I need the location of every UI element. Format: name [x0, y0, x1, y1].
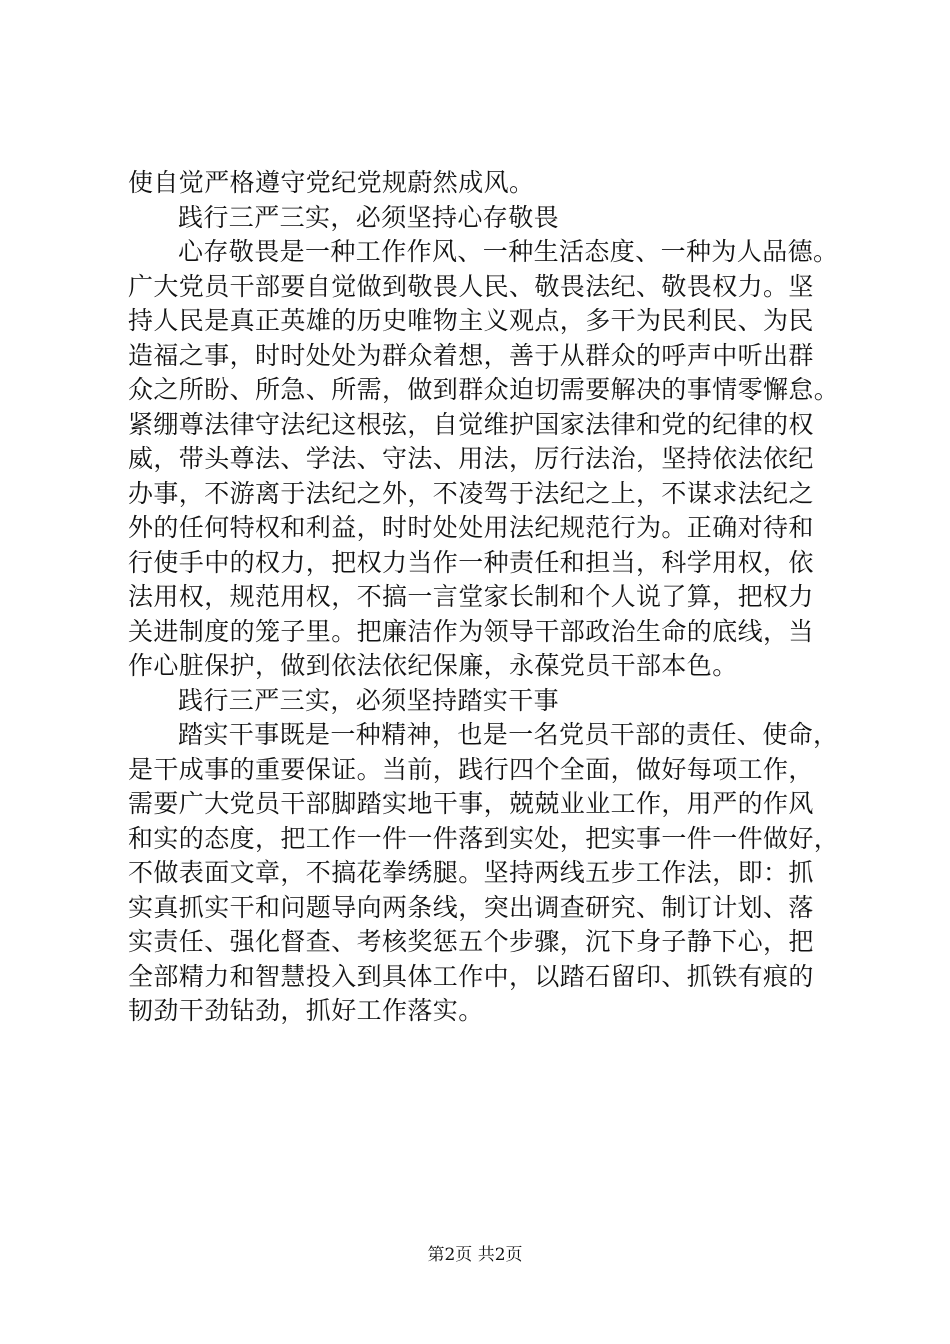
text-line: 和实的态度，把工作一件一件落到实处，把实事一件一件做好， — [128, 823, 840, 853]
text-line: 需要广大党员干部脚踏实地干事，兢兢业业工作，用严的作风 — [128, 789, 814, 818]
section-heading: 践行三严三实，必须坚持心存敬畏 — [178, 202, 560, 232]
text-line: 作心脏保护，做到依法依纪保廉，永葆党员干部本色。 — [128, 651, 738, 680]
section-heading: 践行三严三实，必须坚持踏实干事 — [178, 685, 560, 715]
text-line: 广大党员干部要自觉做到敬畏人民、敬畏法纪、敬畏权力。坚 — [128, 271, 814, 301]
text-line: 关进制度的笼子里。把廉洁作为领导干部政治生命的底线，当 — [128, 616, 814, 646]
text-line: 心存敬畏是一种工作作风、一种生活态度、一种为人品德。 — [178, 237, 839, 266]
text-line: 紧绷尊法律守法纪这根弦，自觉维护国家法律和党的纪律的权 — [128, 409, 814, 439]
text-line: 众之所盼、所急、所需，做到群众迫切需要解决的事情零懈怠。 — [128, 375, 840, 404]
text-line: 使自觉严格遵守党纪党规蔚然成风。 — [128, 168, 535, 197]
text-line: 是干成事的重要保证。当前，践行四个全面，做好每项工作， — [128, 754, 814, 784]
document-body — [128, 166, 840, 1029]
page-number: 第2页 共2页 — [427, 1245, 523, 1265]
text-line: 造福之事，时时处处为群众着想，善于从群众的呼声中听出群 — [128, 340, 814, 370]
page-footer — [0, 1243, 950, 1267]
text-line: 踏实干事既是一种精神，也是一名党员干部的责任、使命， — [178, 720, 839, 749]
text-line: 法用权，规范用权，不搞一言堂家长制和个人说了算，把权力 — [128, 582, 814, 611]
text-line: 办事，不游离于法纪之外，不凌驾于法纪之上，不谋求法纪之 — [128, 478, 814, 508]
text-line: 韧劲干劲钻劲，抓好工作落实。 — [128, 996, 484, 1025]
text-line: 行使手中的权力，把权力当作一种责任和担当，科学用权，依 — [128, 547, 814, 577]
text-line: 威，带头尊法、学法、守法、用法，厉行法治，坚持依法依纪 — [128, 444, 814, 473]
text-line: 外的任何特权和利益，时时处处用法纪规范行为。正确对待和 — [128, 513, 814, 542]
text-line: 全部精力和智慧投入到具体工作中，以踏石留印、抓铁有痕的 — [128, 961, 814, 991]
text-line: 实真抓实干和问题导向两条线，突出调查研究、制订计划、落 — [128, 892, 814, 922]
text-line: 持人民是真正英雄的历史唯物主义观点，多干为民利民、为民 — [128, 306, 814, 335]
text-line: 不做表面文章，不搞花拳绣腿。坚持两线五步工作法，即：抓 — [128, 858, 814, 887]
text-line: 实责任、强化督查、考核奖惩五个步骤，沉下身子静下心，把 — [128, 927, 814, 956]
